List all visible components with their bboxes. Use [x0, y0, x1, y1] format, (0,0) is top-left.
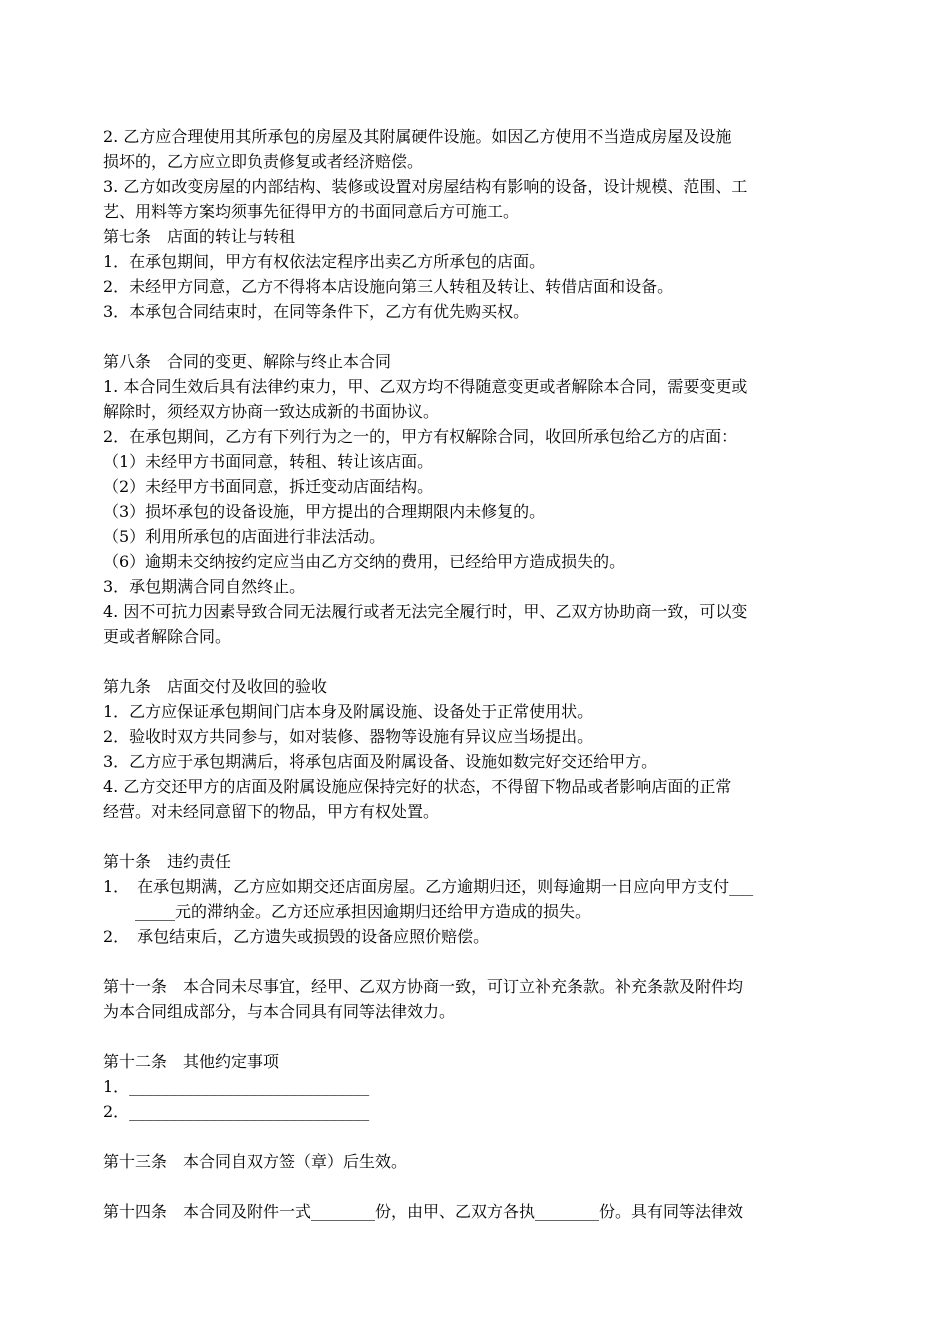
clause-8-sub-2: （2）未经甲方书面同意，拆迁变动店面结构。: [103, 477, 434, 496]
clause-8-sub-5: （5）利用所承包的店面进行非法活动。: [103, 527, 386, 546]
blank-line: [103, 1174, 851, 1199]
clause-9-item-3: 3．乙方应于承包期满后，将承包店面及附属设备、设施如数完好交还给甲方。: [103, 752, 658, 771]
clause-7-item-2: 2．未经甲方同意，乙方不得将本店设施向第三人转租及转让、转借店面和设备。: [103, 277, 674, 296]
clause-9-item-4-line-1: 4. 乙方交还甲方的店面及附属设施应保持完好的状态，不得留下物品或者影响店面的正常: [103, 777, 732, 796]
clause-10-item-1-line-1: 1． 在承包期满，乙方应如期交还店面房屋。乙方逾期归还，则每逾期一日应向甲方支付___: [103, 877, 754, 896]
clause-8-item-1-line-2: 解除时，须经双方协商一致达成新的书面协议。: [103, 402, 440, 421]
clause-10-heading: 第十条 违约责任: [103, 852, 232, 871]
clause-12-item-1-blank: 1．______________________________: [103, 1077, 370, 1096]
blank-line: [103, 1024, 851, 1049]
clause-6-item-3-line-2: 艺、用料等方案均须事先征得甲方的书面同意后方可施工。: [103, 202, 520, 221]
clause-13: 第十三条 本合同自双方签（章）后生效。: [103, 1152, 408, 1171]
clause-9-item-2: 2．验收时双方共同参与，如对装修、器物等设施有异议应当场提出。: [103, 727, 594, 746]
clause-10-item-1-line-2: _____元的滞纳金。乙方还应承担因逾期归还给甲方造成的损失。: [103, 902, 592, 921]
clause-7-heading: 第七条 店面的转让与转租: [103, 227, 296, 246]
clause-8-sub-6: （6）逾期未交纳按约定应当由乙方交纳的费用，已经给甲方造成损失的。: [103, 552, 626, 571]
clause-12-heading: 第十二条 其他约定事项: [103, 1052, 280, 1071]
clause-11-line-1: 第十一条 本合同未尽事宜，经甲、乙双方协商一致，可订立补充条款。补充条款及附件均: [103, 977, 744, 996]
clause-9-item-1: 1．乙方应保证承包期间门店本身及附属设施、设备处于正常使用状。: [103, 702, 594, 721]
clause-8-sub-3: （3）损坏承包的设备设施，甲方提出的合理期限内未修复的。: [103, 502, 546, 521]
contract-body: [103, 124, 851, 1224]
clause-7-item-3: 3．本承包合同结束时，在同等条件下，乙方有优先购买权。: [103, 302, 530, 321]
clause-8-sub-1: （1）未经甲方书面同意，转租、转让该店面。: [103, 452, 434, 471]
clause-6-item-2-line-1: 2. 乙方应合理使用其所承包的房屋及其附属硬件设施。如因乙方使用不当造成房屋及设施: [103, 127, 732, 146]
clause-8-item-4-line-1: 4. 因不可抗力因素导致合同无法履行或者无法完全履行时，甲、乙双方协助商一致，可以变: [103, 602, 748, 621]
blank-line: [103, 649, 851, 674]
clause-14-line-1: 第十四条 本合同及附件一式________份，由甲、乙双方各执________份。具有同等法律效: [103, 1202, 744, 1221]
clause-9-heading: 第九条 店面交付及收回的验收: [103, 677, 328, 696]
blank-line: [103, 824, 851, 849]
clause-9-item-4-line-2: 经营。对未经同意留下的物品，甲方有权处置。: [103, 802, 440, 821]
clause-7-item-1: 1．在承包期间，甲方有权依法定程序出卖乙方所承包的店面。: [103, 252, 546, 271]
blank-line: [103, 949, 851, 974]
clause-8-item-2: 2．在承包期间，乙方有下列行为之一的，甲方有权解除合同，收回所承包给乙方的店面：: [103, 427, 738, 446]
clause-6-item-3-line-1: 3. 乙方如改变房屋的内部结构、装修或设置对房屋结构有影响的设备，设计规模、范围、工: [103, 177, 748, 196]
blank-line: [103, 1124, 851, 1149]
clause-12-item-2-blank: 2．______________________________: [103, 1102, 370, 1121]
clause-8-item-1-line-1: 1. 本合同生效后具有法律约束力，甲、乙双方均不得随意变更或者解除本合同，需要变更或: [103, 377, 748, 396]
clause-10-item-2: 2． 承包结束后，乙方遗失或损毁的设备应照价赔偿。: [103, 927, 490, 946]
clause-8-item-3: 3．承包期满合同自然终止。: [103, 577, 306, 596]
blank-line: [103, 324, 851, 349]
clause-11-line-2: 为本合同组成部分，与本合同具有同等法律效力。: [103, 1002, 456, 1021]
clause-8-item-4-line-2: 更或者解除合同。: [103, 627, 232, 646]
clause-6-item-2-line-2: 损坏的，乙方应立即负责修复或者经济赔偿。: [103, 152, 424, 171]
clause-8-heading: 第八条 合同的变更、解除与终止本合同: [103, 352, 392, 371]
